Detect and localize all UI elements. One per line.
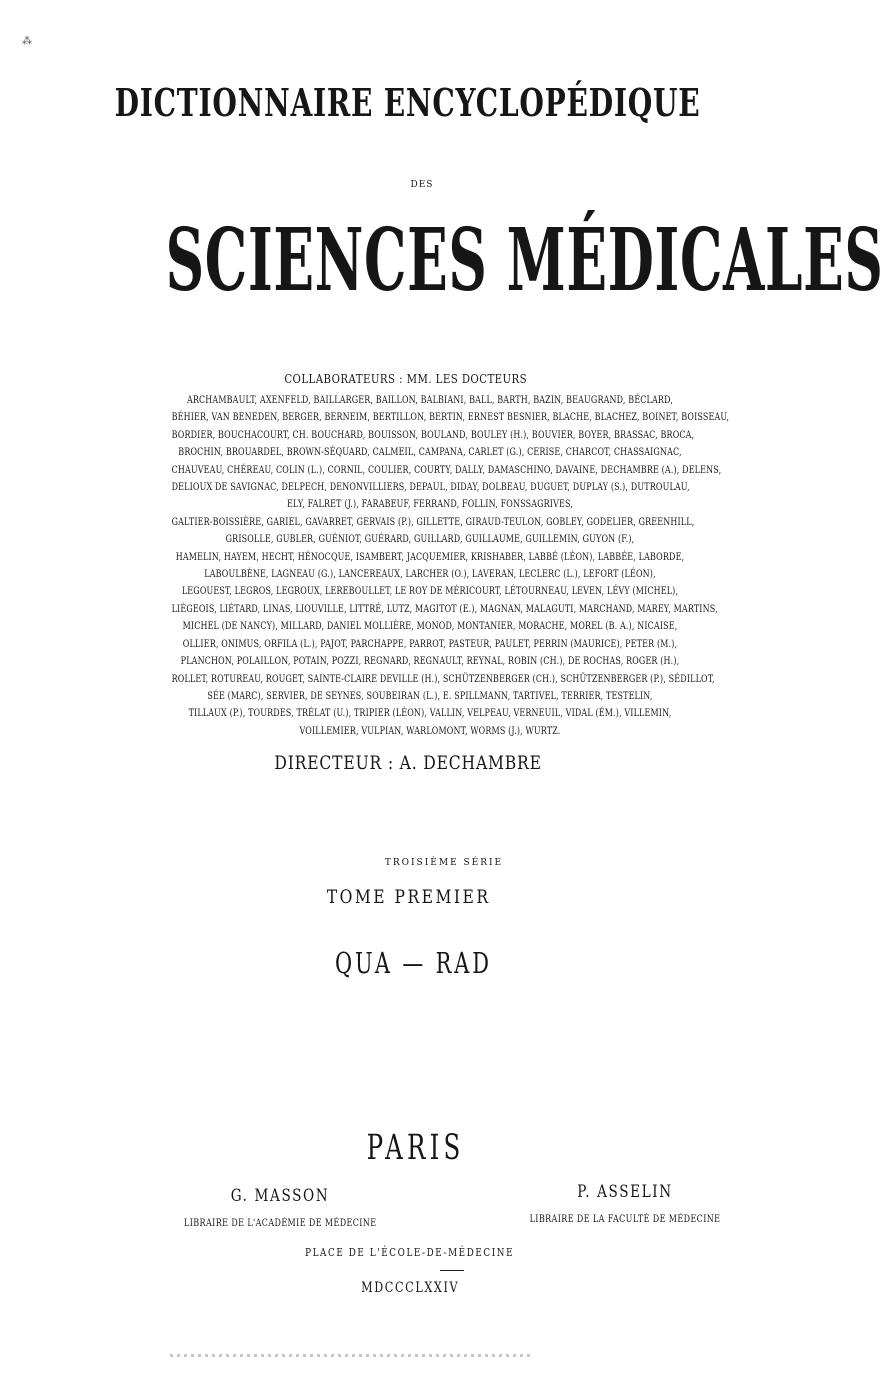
- title-des: DES: [410, 180, 434, 190]
- address: PLACE DE L'ÉCOLE-DE-MÉDECINE: [305, 1246, 515, 1259]
- collaborators-line: CHAUVEAU, CHÉREAU, COLIN (L.), CORNIL, COULIER, COURTY, DALLY, DAMASCHINO, DAVAINE, DECHAMBRE (A.), DELENS,: [171, 463, 722, 476]
- year-rule: [440, 1270, 464, 1271]
- publisher-left-name: G. MASSON: [230, 1186, 330, 1206]
- volume-range: QUA — RAD: [335, 946, 492, 980]
- collaborators-list: [90, 392, 770, 740]
- collaborators-line: BORDIER, BOUCHACOURT, CH. BOUCHARD, BOUISSON, BOULAND, BOULEY (H.), BOUVIER, BOYER, BRASSAC, BROCA,: [171, 428, 695, 441]
- collaborators-line: GALTIER-BOISSIÈRE, GARIEL, GAVARRET, GERVAIS (P.), GILLETTE, GIRAUD-TEULON, GOBLEY, GODELIER, GREENHILL,: [171, 515, 695, 528]
- collaborators-line: LABOULBÈNE, LAGNEAU (G.), LANCEREAUX, LARCHER (O.), LAVERAN, LECLERC (L.), LEFORT (LÉON),: [204, 568, 656, 581]
- year: MDCCCLXXIV: [361, 1280, 460, 1296]
- collaborators-line: MICHEL (DE NANCY), MILLARD, DANIEL MOLLIÈRE, MONOD, MONTANIER, MORACHE, MOREL (B. A.), NICAISE,: [182, 620, 678, 633]
- collaborators-line: LIÉGEOIS, LIÉTARD, LINAS, LIOUVILLE, LITTRÉ, LUTZ, MAGITOT (E.), MAGNAN, MALAGUTI, MARCHAND, MAREY, MARTINS,: [171, 602, 718, 615]
- publisher-right: [505, 1182, 745, 1225]
- collaborators-line: ARCHAMBAULT, AXENFELD, BAILLARGER, BAILLON, BALBIANI, BALL, BARTH, BAZIN, BEAUGRAND, BÉCLARD,: [186, 394, 674, 406]
- margin-mark: ⁂: [22, 36, 32, 47]
- collaborators-line: BÉHIER, VAN BENEDEN, BERGER, BERNEIM, BERTILLON, BERTIN, ERNEST BESNIER, BLACHE, BLACHEZ, BOINET, BOISSEAU,: [171, 411, 730, 424]
- title-line-2: SCIENCES MÉDICALES: [165, 210, 884, 311]
- collaborators-line: ROLLET, ROTUREAU, ROUGET, SAINTE-CLAIRE DEVILLE (H.), SCHÜTZENBERGER (CH.), SCHÜTZENBERGER (P.), SÉDILLOT,: [171, 672, 715, 685]
- collaborators-heading: COLLABORATEURS : MM. LES DOCTEURS: [284, 372, 528, 386]
- collaborators-line: ELY, FALRET (J.), FARABEUF, FERRAND, FOLLIN, FONSSAGRIVES,: [286, 498, 574, 511]
- collaborators-line: OLLIER, ONIMUS, ORFILA (L.), PAJOT, PARCHAPPE, PARROT, PASTEUR, PAULET, PERRIN (MAURICE), PETER (M.),: [182, 637, 678, 650]
- city: PARIS: [366, 1128, 465, 1168]
- publisher-left-description: LIBRAIRE DE L'ACADÉMIE DE MÉDECINE: [184, 1218, 377, 1229]
- collaborators-line: VOILLEMIER, VULPIAN, WARLOMONT, WORMS (J.), WURTZ.: [299, 724, 561, 737]
- title-line-1: DICTIONNAIRE ENCYCLOPÉDIQUE: [114, 80, 701, 125]
- publisher-right-description: LIBRAIRE DE LA FACULTÉ DE MÉDECINE: [529, 1214, 721, 1225]
- collaborators-line: TILLAUX (P.), TOURDES, TRÉLAT (U.), TRIPIER (LÉON), VALLIN, VELPEAU, VERNEUIL, VIDAL (ÉM.), VILLEMIN,: [188, 707, 672, 720]
- collaborators-line: HAMELIN, HAYEM, HECHT, HÉNOCQUE, ISAMBERT, JACQUEMIER, KRISHABER, LABBÉ (LÉON), LABBÉE, LABORDE,: [175, 550, 685, 563]
- publisher-right-name: P. ASSELIN: [577, 1182, 673, 1202]
- publisher-left: [160, 1186, 400, 1229]
- collaborators-line: GRISOLLE, GUBLER, GUÉNIOT, GUÉRARD, GUILLARD, GUILLAUME, GUILLEMIN, GUYON (F.),: [225, 533, 635, 546]
- bottom-bleed-through: [170, 1354, 530, 1357]
- tome-label: TOME PREMIER: [326, 886, 491, 908]
- collaborators-line: BROCHIN, BROUARDEL, BROWN-SÉQUARD, CALMEIL, CAMPANA, CARLET (G.), CERISE, CHARCOT, CHASSAIGNAC,: [178, 446, 682, 459]
- series-label: TROISIÈME SÉRIE: [384, 858, 504, 868]
- collaborators-line: DELIOUX DE SAVIGNAC, DELPECH, DENONVILLIERS, DEPAUL, DIDAY, DOLBEAU, DUGUET, DUPLAY (S.), DUTROULAU,: [171, 481, 690, 494]
- collaborators-line: PLANCHON, POLAILLON, POTAIN, POZZI, REGNARD, REGNAULT, REYNAL, ROBIN (CH.), DE ROCHAS, ROGER (H.),: [180, 655, 680, 668]
- collaborators-line: LEGOUEST, LEGROS, LEGROUX, LEREBOULLET, LE ROY DE MÉRICOURT, LÉTOURNEAU, LEVEN, LÉVY (MICHEL),: [181, 585, 679, 598]
- director: DIRECTEUR : A. DECHAMBRE: [274, 752, 542, 774]
- collaborators-line: SÉE (MARC), SERVIER, DE SEYNES, SOUBEIRAN (L.), E. SPILLMANN, TARTIVEL, TERRIER, TESTELIN,: [207, 689, 653, 702]
